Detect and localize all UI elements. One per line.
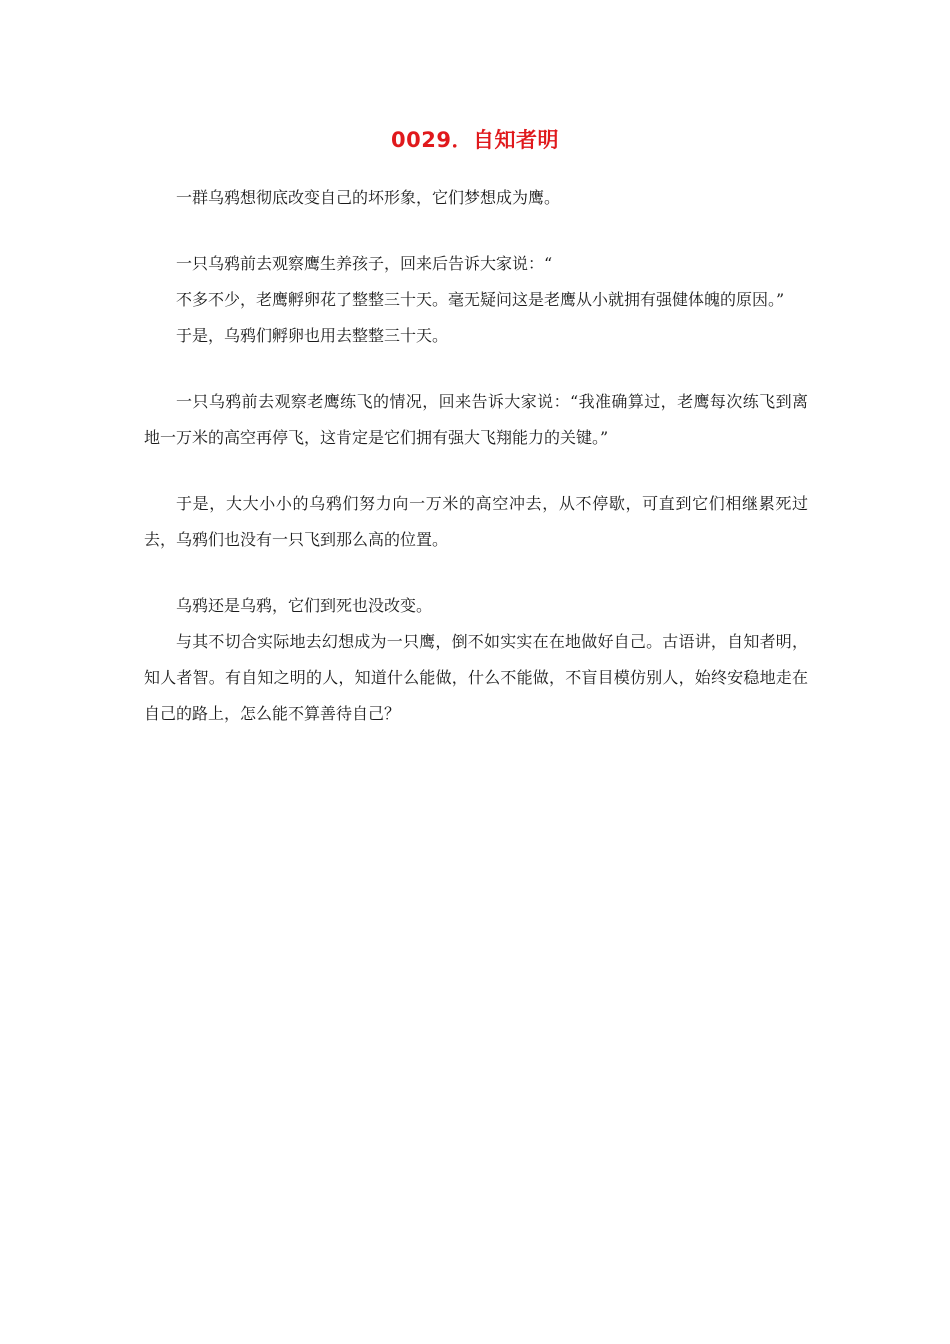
paragraph-3: 不多不少，老鹰孵卵花了整整三十天。毫无疑问这是老鹰从小就拥有强健体魄的原因。” xyxy=(176,290,785,309)
paragraph-4: 于是，乌鸦们孵卵也用去整整三十天。 xyxy=(176,326,449,345)
paragraph-gap xyxy=(144,216,808,246)
paragraph-gap xyxy=(144,558,808,588)
paragraph-1: 一群乌鸦想彻底改变自己的坏形象，它们梦想成为鹰。 xyxy=(176,188,561,207)
document-body xyxy=(144,180,808,732)
paragraph-gap xyxy=(144,354,808,384)
paragraph-5: 一只乌鸦前去观察老鹰练飞的情况，回来告诉大家说：“我准确算过，老鹰每次练飞到离地一万米的高空再停飞，这肯定是它们拥有强大飞翔能力的关键。” xyxy=(144,392,808,447)
paragraph-6: 于是，大大小小的乌鸦们努力向一万米的高空冲去，从不停歇，可直到它们相继累死过去，乌鸦们也没有一只飞到那么高的位置。 xyxy=(144,494,808,549)
paragraph-2: 一只乌鸦前去观察鹰生养孩子，回来后告诉大家说：“ xyxy=(176,254,553,273)
paragraph-8: 与其不切合实际地去幻想成为一只鹰，倒不如实实在在地做好自己。古语讲，自知者明，知人者智。有自知之明的人，知道什么能做，什么不能做，不盲目模仿别人，始终安稳地走在自己的路上，怎么能不算善待自己？ xyxy=(144,632,808,723)
paragraph-gap xyxy=(144,456,808,486)
document-title: 0029．自知者明 xyxy=(391,128,559,152)
paragraph-7: 乌鸦还是乌鸦，它们到死也没改变。 xyxy=(176,596,433,615)
